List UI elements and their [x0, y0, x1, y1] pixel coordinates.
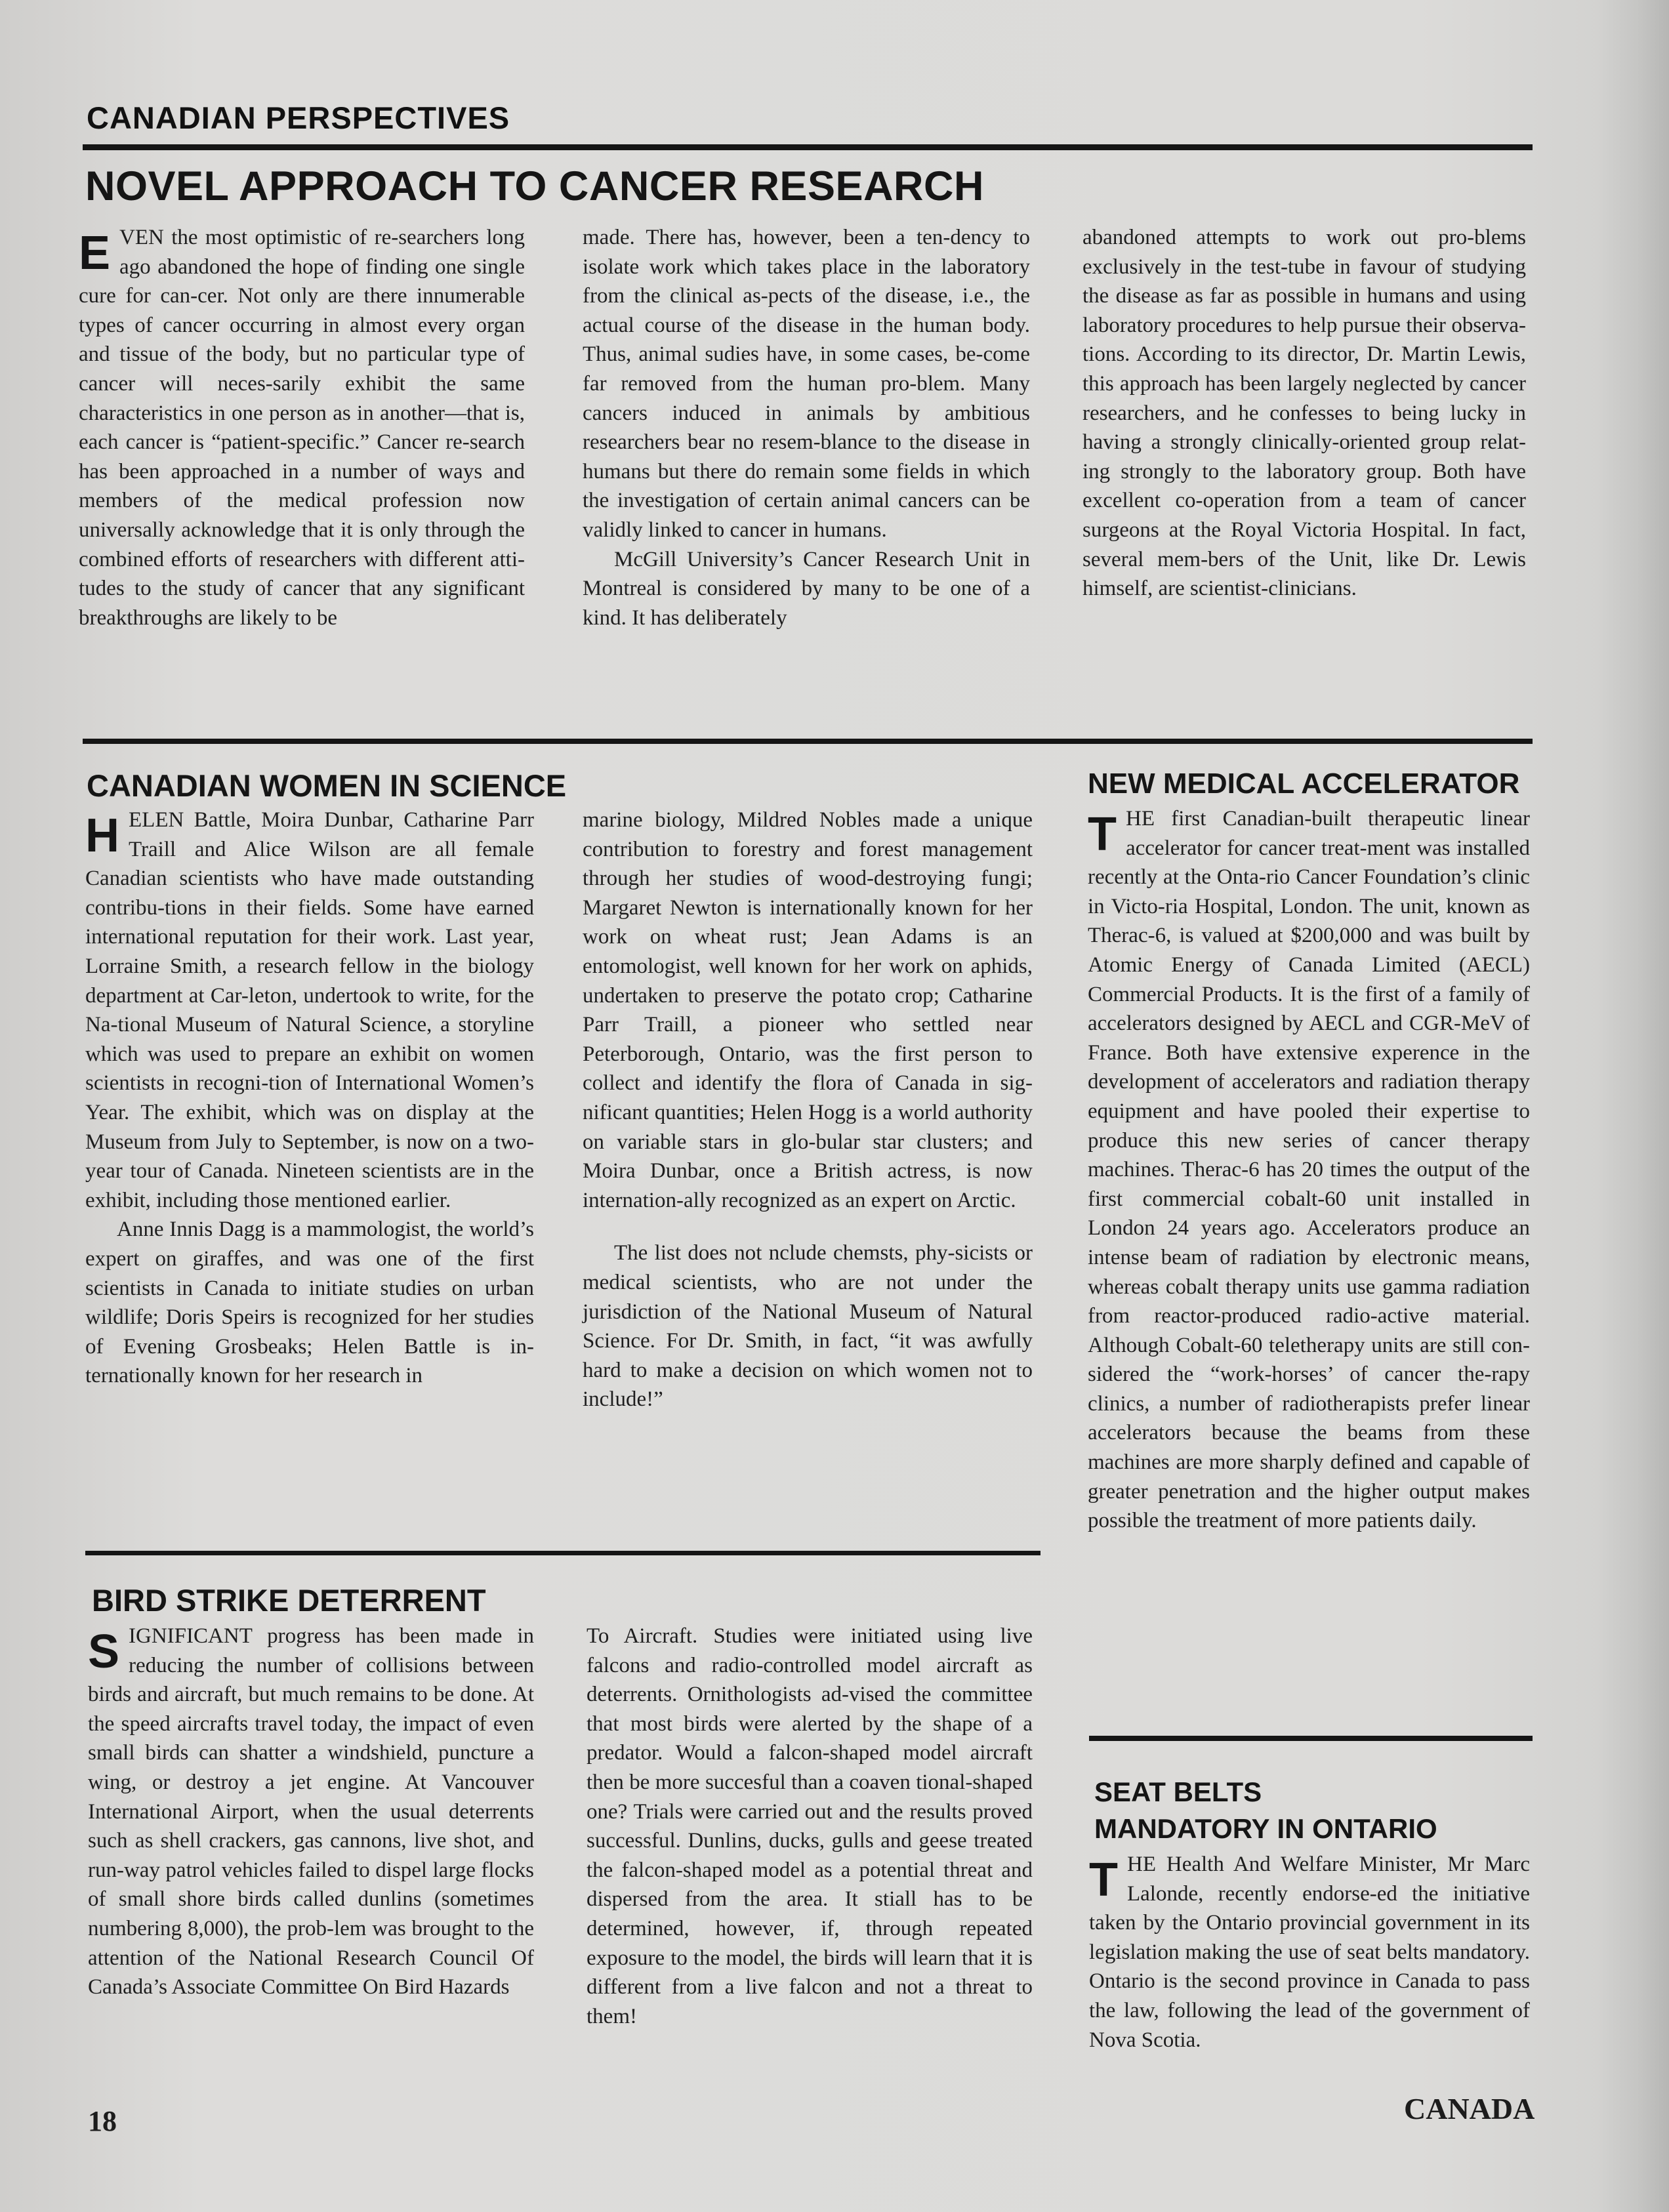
women-bottom-rule — [85, 1551, 1041, 1555]
cancer-col1-text: VEN the most optimistic of re-searchers long ago abandoned the hope of finding one single cure for can-cer. Not only are there innumerable types of cancer occurring in almost every organ and tissue of the body, but no particular type of cancer will neces-sarily exhibit the same characteristics in one person as in another—that is, each cancer is “patient-specific.” Cancer re-search has been approached in a number of ways and members of the medical profession now universally acknowledge that it is only through the combined efforts of researchers with different atti-tudes to the study of cancer that any significant breakthroughs are likely to be — [79, 226, 525, 630]
seatbelts-title-line-1: SEAT BELTS — [1094, 1776, 1262, 1807]
bird-article-title: BIRD STRIKE DETERRENT — [92, 1583, 486, 1618]
cancer-article-title: NOVEL APPROACH TO CANCER RESEARCH — [85, 163, 984, 209]
women-col2-paragraph-1: marine biology, Mildred Nobles made a unique contribution to forestry and forest management through her studies of wood-destroying fungi; Margaret Newton is internationally known for her work on wheat rust; Jean Adams is an entomologist, well known for her work on aphids, undertaken to preserve the potato crop; Catharine Parr Traill, a pioneer who settled near Peterborough, Ontario, was the first person to collect and identify the flora of Canada in sig-nificant quantities; Helen Hogg is a world authority on variable stars in glo-bular star clusters; and Moira Dunbar, once a British actress, is now internation-ally recognized as an expert on Arctic. — [583, 808, 1033, 1212]
bird-col1-text: IGNIFICANT progress has been made in reducing the number of collisions between birds and aircraft, but much remains to be done. At the speed aircrafts travel today, the impact of even small birds can shatter a windshield, puncture a wing, or destroy a jet engine. At Vancouver International Airport, when the usual deterrents such as shell crackers, gas cannons, live shot, and run-way patrol vehicles failed to dispel large flocks of small shore birds called dunlins (sometimes numbering 8,000), the prob-lem was brought to the attention of the National Research Council Of Canada’s Associate Committee On Bird Hazards — [88, 1624, 534, 1999]
bird-col2-text: To Aircraft. Studies were initiated using live falcons and radio-controlled model aircraft as deterrents. Ornithologists ad-vised the committee that most birds were alerted by the shape of a predator. Would a falcon-shaped model aircraft then be more succesful than a coaven tional-shaped one? Trials were carried out and the results proved successful. Dunlins, ducks, gulls and geese treated the falcon-shaped model as a potential threat and dispersed from the area. It stiall has to be determined, however, if, through repeated exposure to the model, the birds will learn that it is different from a live falcon and not a threat to them! — [587, 1624, 1033, 2028]
cancer-drop-cap: E — [79, 227, 111, 279]
seatbelts-drop-cap: T — [1089, 1854, 1118, 1906]
page-number: 18 — [88, 2105, 117, 2137]
women-drop-cap: H — [85, 809, 119, 862]
bird-column-1 — [88, 1622, 534, 2002]
cancer-column-3 — [1082, 223, 1526, 604]
cancer-col2-paragraph-2: McGill University’s Cancer Research Unit in Montreal is considered by many to be one of a kind. It has deliberately — [583, 547, 1030, 630]
women-col1-text: ELEN Battle, Moira Dunbar, Catharine Parr Traill and Alice Wilson are all female Canadian scientists who have made outstanding contribu-tions in their fields. Some have earned international reputation for their work. Last year, Lorraine Smith, a research fellow in the biology department at Car-leton, undertook to write, for the Na-tional Museum of Natural Science, a storyline which was used to prepare an exhibit on women scientists in recogni-tion of International Women’s Year. The exhibit, which was on display at the Museum from July to September, is now on a two-year tour of Canada. Nineteen scientists are in the exhibit, including those mentioned earlier. — [85, 808, 534, 1212]
accelerator-column — [1088, 804, 1530, 1536]
cancer-col3-text: abandoned attempts to work out pro-blems exclusively in the test-tube in favour of studying the disease as far as possible in humans and using laboratory procedures to help pursue their observa-tions. According to its director, Dr. Martin Lewis, this approach has been largely neglected by cancer researchers, and he confesses to being lucky in having a strongly clinically-oriented group relat-ing strongly to the laboratory group. Both have excellent co-operation from a team of cancer surgeons at the Royal Victoria Hospital. In fact, several mem-bers of the Unit, like Dr. Lewis himself, are scientist-clinicians. — [1082, 226, 1526, 601]
magazine-name: CANADA — [1404, 2092, 1535, 2125]
women-column-2 — [583, 806, 1033, 1414]
section-kicker: CANADIAN PERSPECTIVES — [87, 100, 510, 135]
seatbelts-column — [1089, 1850, 1530, 2055]
women-column-1 — [85, 806, 534, 1391]
women-col1-paragraph-2: Anne Innis Dagg is a mammologist, the world’s expert on giraffes, and was one of the first scientists in Canada to initiate studies on urban wildlife; Doris Speirs is recognized for her studies of Evening Grosbeaks; Helen Battle is in-ternationally known for her research in — [85, 1218, 534, 1388]
accelerator-drop-cap: T — [1088, 808, 1117, 861]
women-article-title: CANADIAN WOMEN IN SCIENCE — [87, 768, 567, 803]
accelerator-bottom-rule — [1089, 1736, 1533, 1741]
cancer-col2-paragraph-1: made. There has, however, been a ten-dency to isolate work which takes place in the laboratory from the clinical as-pects of the disease, i.e., the actual course of the disease in the human body. Thus, animal sudies have, in some cases, be-come far removed from the human pro-blem. Many cancers induced in animals by ambitious researchers bear no resem-blance to the disease in humans but there do remain some fields in which the investigation of certain animal cancers can be validly linked to cancer in humans. — [583, 226, 1030, 542]
cancer-column-1 — [79, 223, 525, 632]
kicker-rule — [83, 144, 1533, 150]
cancer-column-2 — [583, 223, 1030, 632]
accelerator-article-title: NEW MEDICAL ACCELERATOR — [1088, 768, 1520, 800]
seatbelts-article-title — [1094, 1774, 1527, 1847]
page-edge-shadow — [1597, 0, 1669, 2212]
seatbelts-text: HE Health And Welfare Minister, Mr Marc Lalonde, recently endorse-ed the initiative taken by the Ontario provincial government in its legislation making the use of seat belts mandatory. Ontario is the second province in Canada to pass the law, following the lead of the government of Nova Scotia. — [1089, 1853, 1530, 2052]
accelerator-text: HE first Canadian-built therapeutic linear accelerator for cancer treat-ment was installed recently at the Onta-rio Cancer Foundation’s clinic in Victo-ria Hospital, London. The unit, known as Therac-6, is valued at $200,000 and was built by Atomic Energy of Canada Limited (AECL) Commercial Products. It is the first of a family of accelerators designed by AECL and CGR-MeV of France. Both have extensive experence in the development of accelerators and radiation therapy equipment and have pooled their expertise to produce this new series of cancer therapy machines. Therac-6 has 20 times the output of the first commercial cobalt-60 unit installed in London 24 years ago. Accelerators produce an intense beam of radiation by electronic means, whereas cobalt therapy units use gamma radiation from reactor-produced radio-active material. Although Cobalt-60 teletherapy units are still con-sidered the “work-horses’ of cancer the-rapy clinics, a number of radiotherapists prefer linear accelerators because the beams from these machines are more sharply defined and capable of greater penetration and the higher output makes possible the treatment of more patients daily. — [1088, 807, 1530, 1533]
bird-drop-cap: S — [88, 1626, 120, 1678]
bird-column-2 — [587, 1622, 1033, 2031]
cancer-bottom-rule — [83, 739, 1533, 744]
women-col2-paragraph-2: The list does not nclude chemsts, phy-sicists or medical scientists, who are not under the jurisdiction of the National Museum of Natural Science. For Dr. Smith, in fact, “it was awfully hard to make a decision on which women not to include!” — [583, 1241, 1033, 1412]
seatbelts-title-line-2: MANDATORY IN ONTARIO — [1094, 1813, 1437, 1844]
